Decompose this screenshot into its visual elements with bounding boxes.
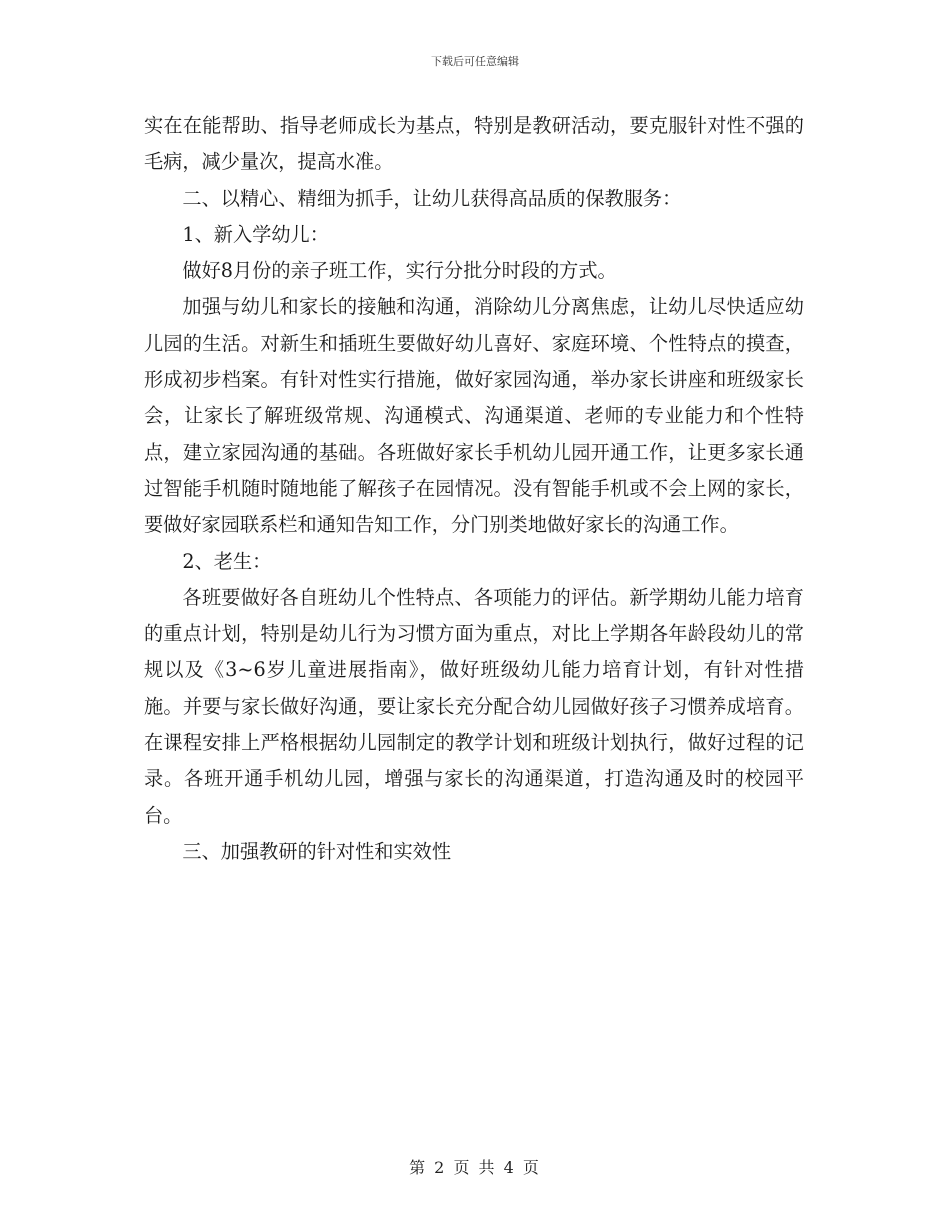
section-heading: 二、以精心、精细为抓手，让幼儿获得高品质的保教服务： (182, 186, 682, 210)
subsection-heading: 2、老生： (182, 549, 272, 573)
subsection-heading: 1、新入学幼儿： (182, 222, 329, 246)
paragraph: 做好8月份的亲子班工作，实行分批分时段的方式。 (182, 259, 617, 283)
paragraph: 各班要做好各自班幼儿个性特点、各项能力的评估。新学期幼儿能力培育的重点计划，特别是幼儿行为习惯方面为重点，对比上学期各年龄段幼儿的常规以及《3~6岁儿童进展指南》，做好班级幼儿能力培育计划，有针对性措施。并要与家长做好沟通，要让家长充分配合幼儿园做好孩子习惯养成培育。在课程安排上严格根据幼儿园制定的教学计划和班级计划执行，做好过程的记录。各班开通手机幼儿园，增强与家长的沟通渠道，打造沟通及时的校园平台。 (144, 585, 804, 827)
section-heading: 三、加强教研的针对性和实效性 (182, 839, 452, 863)
document-body (144, 108, 804, 870)
page-header: 下载后可任意编辑 (431, 55, 519, 68)
paragraph: 实在在能帮助、指导老师成长为基点，特别是教研活动，要克服针对性不强的毛病，减少量次，提高水准。 (144, 114, 804, 174)
page-footer: 第 2 页 共 4 页 (409, 1158, 541, 1177)
paragraph: 加强与幼儿和家长的接触和沟通，消除幼儿分离焦虑，让幼儿尽快适应幼儿园的生活。对新生和插班生要做好幼儿喜好、家庭环境、个性特点的摸查，形成初步档案。有针对性实行措施，做好家园沟通，举办家长讲座和班级家长会，让家长了解班级常规、沟通模式、沟通渠道、老师的专业能力和个性特点，建立家园沟通的基础。各班做好家长手机幼儿园开通工作，让更多家长通过智能手机随时随地能了解孩子在园情况。没有智能手机或不会上网的家长，要做好家园联系栏和通知告知工作，分门别类地做好家长的沟通工作。 (144, 295, 804, 537)
